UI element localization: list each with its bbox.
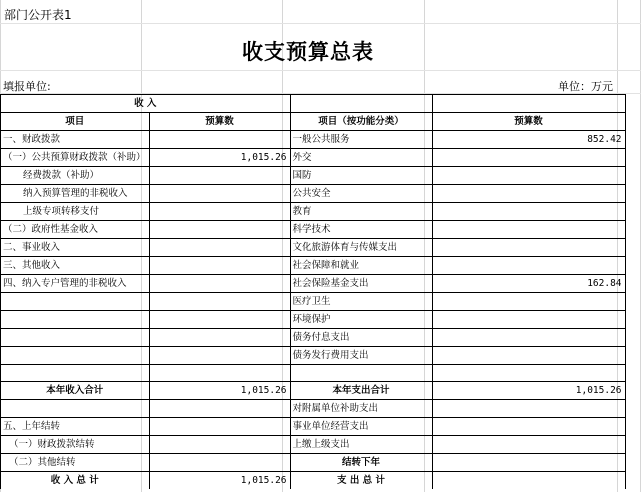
income-value [149,185,290,203]
income-grand-total-value: 1,015.26 [149,472,290,490]
table-row [1,203,626,221]
income-header: 收 入 [1,95,291,113]
expense-value [432,239,625,257]
income-item: 经费拨款（补助） [1,167,150,185]
income-value [149,239,290,257]
expense-value [432,293,625,311]
expense-grand-total-label: 支 出 总 计 [290,472,432,490]
income-value [149,400,290,418]
expense-item: 公共安全 [290,185,432,203]
income-item: 上级专项转移支付 [1,203,150,221]
expense-value [432,436,625,454]
income-value [149,454,290,472]
income-value [149,436,290,454]
income-item [1,329,150,347]
income-value [149,203,290,221]
table-row [1,418,626,436]
grand-total-row [1,472,626,490]
expense-value [432,221,625,239]
income-value [149,329,290,347]
header-blank [290,95,432,113]
income-item [1,347,150,365]
income-item: （一）公共预算财政拨款（补助） [1,149,150,167]
income-item: （二）政府性基金收入 [1,221,150,239]
table-row [1,221,626,239]
table-row [1,167,626,185]
income-value [149,311,290,329]
table-row [1,329,626,347]
expense-item: 债务付息支出 [290,329,432,347]
income-value: 1,015.26 [149,149,290,167]
expense-value [432,454,625,472]
expense-item: 教育 [290,203,432,221]
income-item: 五、上年结转 [1,418,150,436]
expense-grand-total-value [432,472,625,490]
table-row [1,149,626,167]
expense-item: 结转下年 [290,454,432,472]
expense-value: 852.42 [432,131,625,149]
unit-label: 单位：万元 [558,80,613,93]
income-item [1,293,150,311]
year-expense-total-value: 1,015.26 [432,382,625,400]
table-row [1,239,626,257]
expense-item: 事业单位经营支出 [290,418,432,436]
expense-value [432,329,625,347]
table-row [1,436,626,454]
table-row [1,257,626,275]
year-income-total-value: 1,015.26 [149,382,290,400]
table-row [1,454,626,472]
expense-value [432,149,625,167]
expense-item: 债务发行费用支出 [290,347,432,365]
expense-item [290,365,432,382]
header-blank [432,95,625,113]
year-total-row [1,382,626,400]
expense-value [432,185,625,203]
table-row [1,275,626,293]
year-income-total-label: 本年收入合计 [1,382,150,400]
income-value [149,418,290,436]
expense-value [432,400,625,418]
income-value [149,221,290,239]
budget-table [0,94,626,489]
fill-unit-label: 填报单位: [3,80,51,93]
expense-item: 对附属单位补助支出 [290,400,432,418]
page-title: 收支预算总表 [242,39,374,64]
expense-budget-header: 预算数 [432,113,625,131]
income-item [1,400,150,418]
income-item: 三、其他收入 [1,257,150,275]
income-item [1,311,150,329]
expense-item: 外交 [290,149,432,167]
expense-value [432,347,625,365]
income-value [149,365,290,382]
income-item: 一、财政拨款 [1,131,150,149]
income-item [1,365,150,382]
table-row [1,365,626,382]
expense-item-header: 项目（按功能分类） [290,113,432,131]
header-row-2 [1,113,626,131]
table-row [1,400,626,418]
income-item: （二）其他结转 [1,454,150,472]
expense-value: 162.84 [432,275,625,293]
expense-value [432,311,625,329]
income-item: 二、事业收入 [1,239,150,257]
expense-item: 环境保护 [290,311,432,329]
table-row [1,185,626,203]
expense-value [432,418,625,436]
expense-value [432,203,625,221]
income-grand-total-label: 收 入 总 计 [1,472,150,490]
year-expense-total-label: 本年支出合计 [290,382,432,400]
expense-item: 国防 [290,167,432,185]
expense-item: 社会保障和就业 [290,257,432,275]
header-row-1 [1,95,626,113]
income-value [149,275,290,293]
expense-value [432,257,625,275]
table-row [1,293,626,311]
expense-value [432,365,625,382]
income-item: 四、纳入专户管理的非税收入 [1,275,150,293]
income-value [149,347,290,365]
income-value [149,167,290,185]
table-row [1,347,626,365]
item-header: 项目 [1,113,150,131]
expense-item: 文化旅游体育与传媒支出 [290,239,432,257]
expense-value [432,167,625,185]
expense-item: 社会保险基金支出 [290,275,432,293]
table-row [1,311,626,329]
sheet-tag: 部门公开表1 [4,8,72,22]
table-row [1,131,626,149]
income-value [149,131,290,149]
income-value [149,257,290,275]
budget-header: 预算数 [149,113,290,131]
expense-item: 医疗卫生 [290,293,432,311]
expense-item: 一般公共服务 [290,131,432,149]
income-item: （一）财政拨款结转 [1,436,150,454]
income-value [149,293,290,311]
expense-item: 科学技术 [290,221,432,239]
income-item: 纳入预算管理的非税收入 [1,185,150,203]
expense-item: 上缴上级支出 [290,436,432,454]
